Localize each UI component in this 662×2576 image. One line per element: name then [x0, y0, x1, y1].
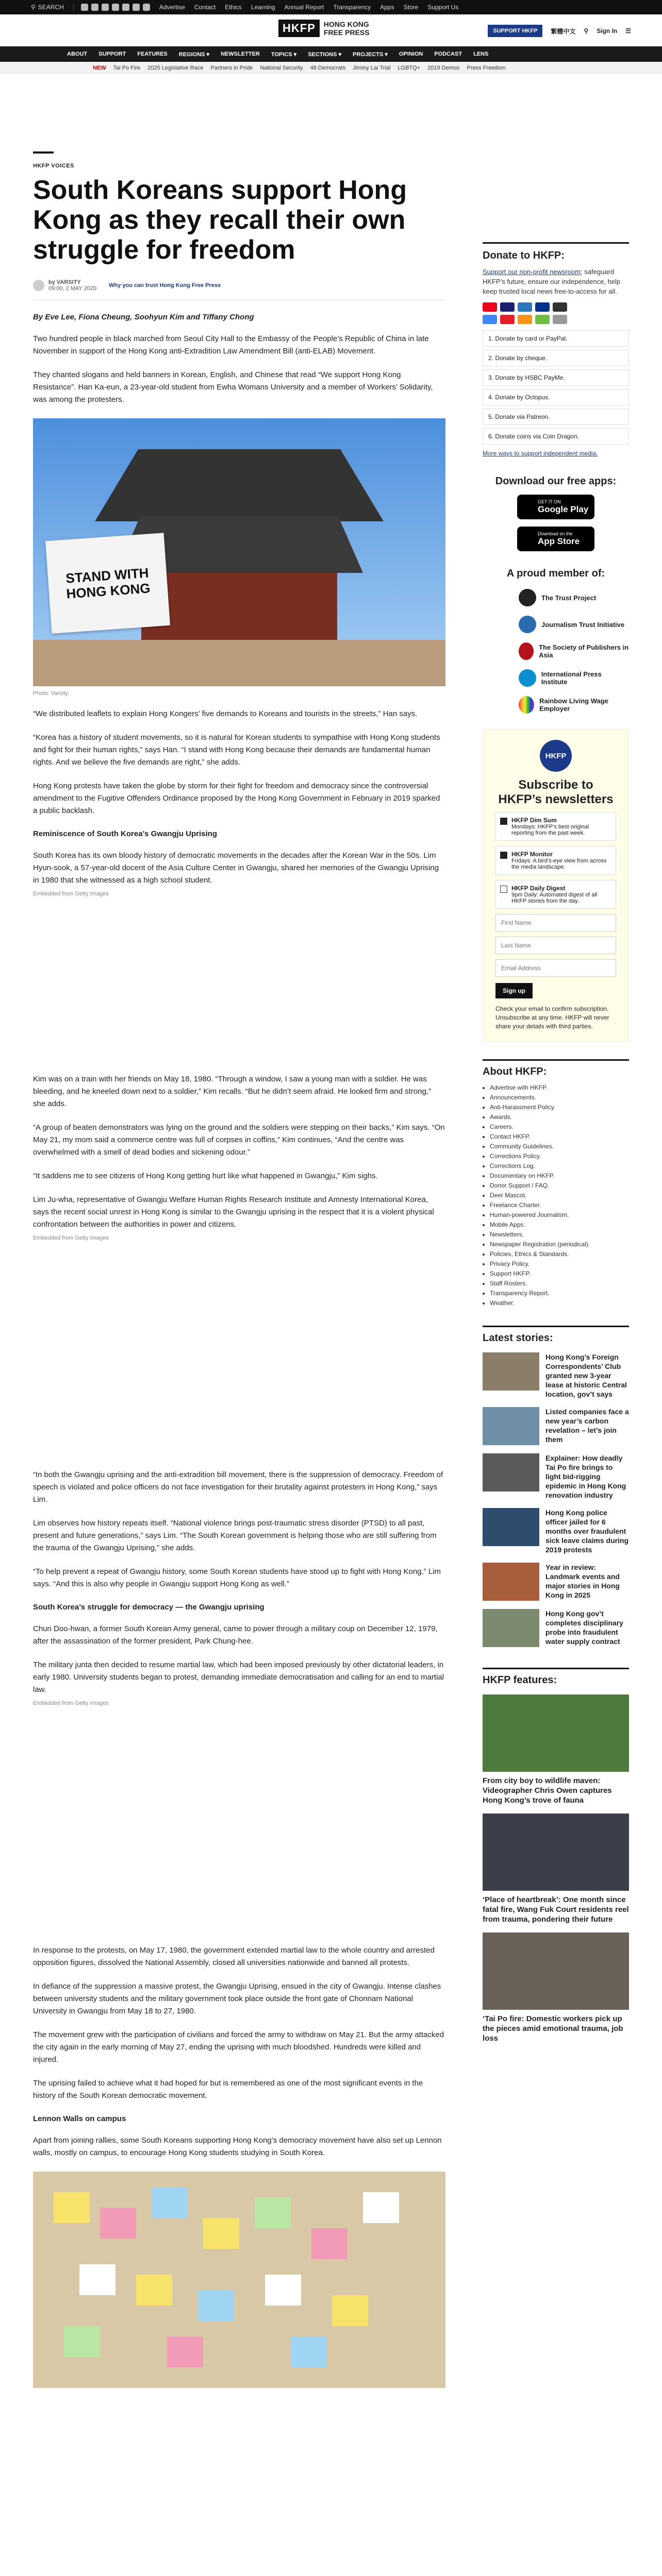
bank-icon [553, 315, 567, 324]
paragraph: Two hundred people in black marched from Seoul City Hall to the Embassy of the People’s Republic of China in late November in support of the Hong Kong anti-Extradition Law Amendment Bill (anti-ELAB) Movement. [33, 334, 429, 355]
site-logo[interactable] [278, 20, 370, 37]
nav-item[interactable]: REGIONS ▾ [178, 51, 210, 58]
article-authors: By Eve Lee, Fiona Cheung, Soohyun Kim and Tiffany Chong [33, 313, 254, 321]
x-icon[interactable] [91, 4, 98, 11]
newsletter-option-dimsum[interactable]: HKFP Dim Sum Mondays: HKFP’s best original reporting from the past week. [495, 812, 616, 841]
site-header [0, 14, 662, 46]
checkbox[interactable] [500, 886, 507, 893]
paragraph: South Korea has its own bloody history of democratic movements in the decades after the Korean War in the 50s. Lim Hyun-sook, a 57-year-old docent of the Asia Culture Center in Gwangju, shared her memories of the Gwangju Uprising in 1980 that she witnessed as a high school student. [33, 851, 439, 885]
story-thumbnail [483, 1609, 539, 1647]
trending-link[interactable]: 2025 Legislative Race [147, 65, 204, 71]
about-link[interactable]: • Careers. [490, 1122, 629, 1132]
top-bar [0, 0, 662, 14]
about-link[interactable]: • Freelance Charter. [490, 1200, 629, 1210]
nav-item[interactable]: LENS [473, 51, 489, 57]
embed-caption: Embedded from Getty Images [33, 891, 109, 897]
about-link[interactable]: • Support HKFP. [490, 1269, 629, 1279]
sidebar [483, 242, 629, 2043]
donate-options [483, 330, 629, 445]
embedded-image-placeholder [33, 1251, 445, 1458]
donate-title: Donate to HKFP: [483, 250, 565, 261]
nav-item[interactable]: NEWSLETTER [221, 51, 260, 57]
about-link[interactable]: • Staff Rosters. [490, 1279, 629, 1289]
newsletter-title: Subscribe to HKFP’s newsletters [498, 778, 614, 806]
donate-option[interactable]: 5. Donate via Patreon. [483, 409, 629, 425]
topbar-link[interactable]: Contact [194, 4, 216, 11]
about-link[interactable]: • Advertise with HKFP. [490, 1083, 629, 1093]
paypal-icon [535, 302, 550, 312]
embedded-image-placeholder [33, 1717, 445, 1933]
more-ways-link[interactable]: More ways to support independent media. [483, 450, 598, 457]
nav-item[interactable]: PODCAST [434, 51, 462, 57]
app-store-button[interactable]: Download on the App Store [517, 527, 594, 551]
paragraph: Chun Doo-hwan, a former South Korean Army general, came to power through a military coup on December 12, 1979, after the assassination of the former president, Park Chung-hee. [33, 1624, 438, 1646]
nav-item[interactable]: SUPPORT [98, 51, 126, 57]
story-thumbnail [483, 1563, 539, 1601]
newsletter-option-monitor[interactable]: HKFP Monitor Fridays: A bird’s-eye view from across the media landscape. [495, 846, 616, 875]
photo-caption: Photo: Varsity. [33, 690, 69, 697]
story-thumbnail [483, 1508, 539, 1546]
story-thumbnail [483, 1352, 539, 1391]
about-link[interactable]: • Privacy Policy. [490, 1259, 629, 1269]
section-heading: South Korea’s struggle for democracy — the Gwangju uprising [33, 1603, 264, 1612]
octopus-icon [518, 315, 532, 324]
nav-item[interactable]: OPINION [399, 51, 423, 57]
rss-icon[interactable] [143, 4, 150, 11]
search-icon: ⚲ [31, 4, 36, 11]
facebook-icon[interactable] [81, 4, 88, 11]
title-rule [33, 151, 54, 154]
about-link[interactable]: • Policies, Ethics & Standards. [490, 1249, 629, 1259]
feature-image [483, 1814, 629, 1891]
about-link[interactable]: • Anti-Harassment Policy. [490, 1103, 629, 1112]
embedded-image-placeholder [33, 907, 445, 1062]
paragraph: Apart from joining rallies, some South Koreans supporting Hong Kong’s democracy movement have also set up Lennon walls, mostly on campus, to encourage Hong Kong students studying in South Korea. [33, 2136, 442, 2157]
paragraph: Hong Kong protests have taken the globe by storm for their fight for freedom and democracy since the controversial amendment to the Fugitive Offenders Ordinance proposed by the Hong Kong Government in February in 2019 sparked a public backlash. [33, 782, 440, 815]
article-photo-protest [33, 418, 445, 686]
section-heading: Lennon Walls on campus [33, 2114, 126, 2123]
nav-item[interactable]: ABOUT [67, 51, 88, 57]
donate-option[interactable]: 6. Donate coins via Coin Dragon. [483, 428, 629, 445]
member-jti[interactable]: Journalism Trust Initiative [519, 616, 629, 633]
payme-icon [500, 315, 515, 324]
story-thumbnail [483, 1453, 539, 1492]
trending-link[interactable]: Partners in Pride [210, 65, 253, 71]
feature-item[interactable]: ‘Place of heartbreak’: One month since fatal fire, Wang Fuk Court residents reel from trauma, pondering their future [483, 1814, 629, 1924]
about-link[interactable]: • Corrections Log. [490, 1161, 629, 1171]
paragraph: “To help prevent a repeat of Gwangju history, some South Korean students have stood up to fight with Hong Kong,” Lim says. “And this is also why people in Gwangju support Hong Kong as well.” [33, 1567, 441, 1588]
search-icon[interactable]: ⚲ [584, 27, 589, 35]
feature-item[interactable]: ‘Tai Po fire: Domestic workers pick up the pieces amid emotional trauma, job loss [483, 1933, 629, 2043]
paragraph: “Korea has a history of student movements, so it is natural for Korean students to sympathise with Hong Kong students and fight for their human rights,” says Han. “I stand with Hong Kong because their demands are fundamental human rights. And we believe the five demands are right,” she adds. [33, 733, 440, 767]
nav-item[interactable]: FEATURES [137, 51, 168, 57]
youtube-icon[interactable] [112, 4, 119, 11]
threads-icon[interactable] [133, 4, 140, 11]
nav-item[interactable]: PROJECTS ▾ [353, 51, 388, 58]
fps-icon [535, 315, 550, 324]
newsletter-option-digest[interactable]: HKFP Daily Digest 9pm Daily: Automated digest of all HKFP stories from the day. [495, 880, 616, 909]
signin-link[interactable]: Sign In [597, 27, 618, 35]
feature-image [483, 1933, 629, 2010]
embed-caption: Embedded from Getty Images [33, 1235, 109, 1241]
paragraph: Lim observes how history repeats itself. “National violence brings post-traumatic stress disorder (PTSD) to all past, present and future generations,” says Lim. “The South Korean government is helping those who are still suffering from the trauma of the Gwangju Uprising,” she adds. [33, 1519, 437, 1552]
trending-link[interactable]: 48 Democrats [310, 65, 346, 71]
about-link[interactable]: • Corrections Policy. [490, 1151, 629, 1161]
apps-title: Download our free apps: [495, 476, 617, 487]
about-link[interactable]: • Newsletters. [490, 1230, 629, 1240]
story-item[interactable]: Explainer: How deadly Tai Po fire brings to light bid-rigging epidemic in Hong Kong renovation industry [483, 1453, 629, 1500]
nav-item[interactable]: SECTIONS ▾ [308, 51, 341, 58]
paragraph: They chanted slogans and held banners in Korean, English, and Chinese that read “We support Hong Kong Resistance”. Han Ka-eun, a 23-year-old student from Ewha Womans University and a member of Workers’ Solidarity, was among the protesters. [33, 370, 433, 404]
about-link[interactable]: • Announcements. [490, 1093, 629, 1103]
section-heading: Reminiscence of South Korea’s Gwangju Uprising [33, 829, 218, 838]
trending-link[interactable]: National Security [260, 65, 303, 71]
new-badge: NEW [93, 65, 106, 71]
paragraph: “A group of beaten demonstrators was lying on the ground and the soldiers were stepping on their backs,” Kim says. “On May 21, my mom said a commerce centre was full of corpses in coffins,” Kim continues, “And the centre was overwhelmed with a smell of dead bodies and sickening odour.” [33, 1123, 445, 1157]
donate-text: Support our non-profit newsroom; safeguard HKFP’s future, ensure our independence, help keep trusted local news free-to-access for all. [483, 268, 621, 295]
story-item[interactable]: Year in review: Landmark events and major stories in Hong Kong in 2025 [483, 1563, 629, 1601]
language-switch[interactable]: 繁體中文 [551, 27, 576, 35]
features-title: HKFP features: [483, 1668, 629, 1686]
topbar-link[interactable]: Transparency [333, 4, 371, 11]
paragraph: “In both the Gwangju uprising and the anti-extradition bill movement, there is the suppression of democracy. Freedom of speech is violated and police officers do not face investigation for their brutality against protesters in Hong Kong,” says Lim. [33, 1470, 443, 1504]
newsletter-logo: HKFP [540, 740, 572, 772]
topbar-link[interactable]: Store [403, 4, 419, 11]
jti-icon [519, 616, 536, 633]
nav-item[interactable]: TOPICS ▾ [271, 51, 297, 58]
trust-link[interactable]: Why you can trust Hong Kong Free Press [109, 282, 221, 289]
applepay-icon [553, 302, 567, 312]
donate-option[interactable]: 3. Donate by HSBC PayMe. [483, 369, 629, 386]
member-title: A proud member of: [506, 568, 605, 579]
paragraph: “It saddens me to see citizens of Hong Kong getting hurt like what happened in Gwangju,” Kim sighs. [33, 1172, 378, 1180]
topbar-link[interactable]: Ethics [225, 4, 242, 11]
paragraph: Lim Ju-wha, representative of Gwangju Welfare Human Rights Research Institute and Amnesty International Korea, says the recent social unrest in Hong Kong is similar to the Gwangju uprising in the respect that it is a violent physical confrontation between the authorities in power and citizens. [33, 1195, 434, 1229]
trending-link[interactable]: Jimmy Lai Trial [353, 65, 391, 71]
main-nav [0, 46, 662, 62]
latest-stories-title: Latest stories: [483, 1326, 629, 1344]
about-title: About HKFP: [483, 1059, 629, 1078]
support-hkfp-button[interactable]: SUPPORT HKFP [488, 25, 542, 37]
paragraph: “We distributed leaflets to explain Hong Kongers’ five demands to Koreans and tourists in the streets,” Han says. [33, 709, 418, 718]
logo-text: HONG KONG FREE PRESS [323, 20, 370, 37]
search-button[interactable]: ⚲ SEARCH [31, 4, 64, 11]
topbar-link[interactable]: Advertise [159, 4, 185, 11]
about-link[interactable]: • Community Guidelines. [490, 1142, 629, 1151]
article [33, 74, 445, 2388]
member-trust-project[interactable]: The Trust Project [519, 589, 629, 606]
protest-sign: STAND WITH HONG KONG [45, 533, 170, 634]
paragraph: The military junta then decided to resume martial law, which had been imposed previously by other dictatorial leaders, in early 1980. University students began to protest, demanding immediate democratisation and calling for an end to martial law. [33, 1660, 444, 1694]
paragraph: Kim was on a train with her friends on May 18, 1980. “Through a window, I saw a young man with a soldier. He was bleeding, and he kneeled down next to a soldier,” Kim recalls. “But he didn’t seem afraid. He looked firm and strong,” she adds. [33, 1075, 432, 1108]
about-link[interactable]: • Weather. [490, 1298, 629, 1308]
logo-mark: HKFP [278, 20, 320, 37]
member-sopa[interactable]: The Society of Publishers in Asia [519, 642, 629, 660]
about-link[interactable]: • Contact HKFP. [490, 1132, 629, 1142]
donate-option[interactable]: 1. Donate by card or PayPal. [483, 330, 629, 347]
header-actions [488, 25, 631, 37]
byline-text: by VARSITY 09:00, 2 MAY 2020 [48, 279, 97, 292]
article-title: South Koreans support Hong Kong as they recall their own struggle for freedom [33, 175, 407, 265]
embed-caption: Embedded from Getty Images [33, 1700, 109, 1706]
story-item[interactable]: Hong Kong’s Foreign Correspondents’ Club granted new 3-year lease at historic Central location, gov’t says [483, 1352, 629, 1399]
feature-item[interactable]: From city boy to wildlife maven: Videographer Chris Owen captures Hong Kong’s trove of fauna [483, 1694, 629, 1805]
paragraph: The uprising failed to achieve what it had hoped for but is remembered as one of the most significant events in the history of the South Korean democratic movement. [33, 2079, 423, 2100]
about-link[interactable]: • Donor Support / FAQ. [490, 1181, 629, 1191]
checkbox[interactable] [500, 818, 507, 825]
about-link[interactable]: • Newspaper Registration (periodical). [490, 1240, 629, 1249]
divider [73, 4, 74, 11]
trending-link[interactable]: Tai Po Fire [113, 65, 141, 71]
first-name-input[interactable] [495, 914, 616, 931]
feature-image [483, 1694, 629, 1772]
menu-icon[interactable]: ☰ [625, 27, 631, 35]
member-ipi[interactable]: International Press Institute [519, 669, 629, 687]
last-name-input[interactable] [495, 937, 616, 954]
article-photo-lennon-wall [33, 2172, 445, 2388]
rainbow-icon [519, 696, 534, 714]
about-link[interactable]: • Awards. [490, 1112, 629, 1122]
about-link[interactable]: • Human-powered Journalism. [490, 1210, 629, 1220]
instagram-icon[interactable] [102, 4, 109, 11]
donate-option[interactable]: 2. Donate by cheque. [483, 350, 629, 366]
payment-methods [483, 302, 575, 324]
story-item[interactable]: Hong Kong police officer jailed for 6 months over fraudulent sick leave claims during 2019 protests [483, 1508, 629, 1554]
trending-link[interactable]: Press Freedom [467, 65, 506, 71]
trending-link[interactable]: 2019 Demos [427, 65, 460, 71]
googlepay-icon [483, 315, 497, 324]
visa-icon [500, 302, 515, 312]
google-play-button[interactable]: GET IT ON Google Play [517, 495, 594, 519]
about-link[interactable]: • Deer Mascot. [490, 1191, 629, 1200]
paragraph: The movement grew with the participation of civilians and forced the army to withdraw on May 21. But the army attacked the city again in the early morning of May 27, ending the uprising with much bloodshed. Hundreds were killed and injured. [33, 2030, 444, 2064]
author-avatar [33, 280, 44, 291]
byline [33, 279, 445, 292]
signup-button[interactable]: Sign up [495, 983, 533, 998]
about-link[interactable]: • Documentary on HKFP. [490, 1171, 629, 1181]
email-icon[interactable] [122, 4, 129, 11]
about-list [483, 1083, 629, 1308]
paragraph: In response to the protests, on May 17, 1980, the government extended martial law to the whole country and arrested opposition figures, dissolved the National Assembly, closed all universities nationwide and banned all protests. [33, 1946, 435, 1967]
topbar-link[interactable]: Apps [380, 4, 394, 11]
checkbox[interactable] [500, 852, 507, 859]
email-input[interactable] [495, 959, 616, 977]
story-thumbnail [483, 1407, 539, 1445]
donate-box [483, 242, 629, 457]
topbar-link[interactable]: Annual Report [284, 4, 324, 11]
donate-option[interactable]: 4. Donate by Octopus. [483, 389, 629, 405]
story-item[interactable]: Listed companies face a new year’s carbon revelation – let’s join them [483, 1407, 629, 1445]
about-link[interactable]: • Mobile Apps. [490, 1220, 629, 1230]
ipi-icon [519, 669, 536, 687]
newsletter-box [483, 729, 629, 1042]
trust-project-icon [519, 589, 536, 606]
mastercard-icon [483, 302, 497, 312]
trending-bar [0, 62, 662, 74]
article-kicker[interactable]: HKFP VOICES [33, 163, 74, 169]
topbar-link[interactable]: Support Us [427, 4, 459, 11]
paragraph: In defiance of the suppression a massive protest, the Gwangju Uprising, ensued in the city of Gwangju. Intense clashes between university students and the military government took place outside the front gate of Chonnam National University in Gwangju from May 18 to 27, 1980. [33, 1982, 441, 2015]
newsletter-note: Check your email to confirm subscription. Unsubscribe at any time. HKFP will never share your details with third parties. [495, 1005, 609, 1030]
topbar-link[interactable]: Learning [251, 4, 275, 11]
member-rainbow[interactable]: Rainbow Living Wage Employer [519, 696, 629, 714]
story-item[interactable]: Hong Kong gov’t completes disciplinary probe into fraudulent water supply contract [483, 1609, 629, 1647]
amex-icon [518, 302, 532, 312]
about-link[interactable]: • Transparency Report. [490, 1289, 629, 1298]
trending-link[interactable]: LGBTQ+ [398, 65, 421, 71]
sopa-icon [519, 642, 534, 660]
